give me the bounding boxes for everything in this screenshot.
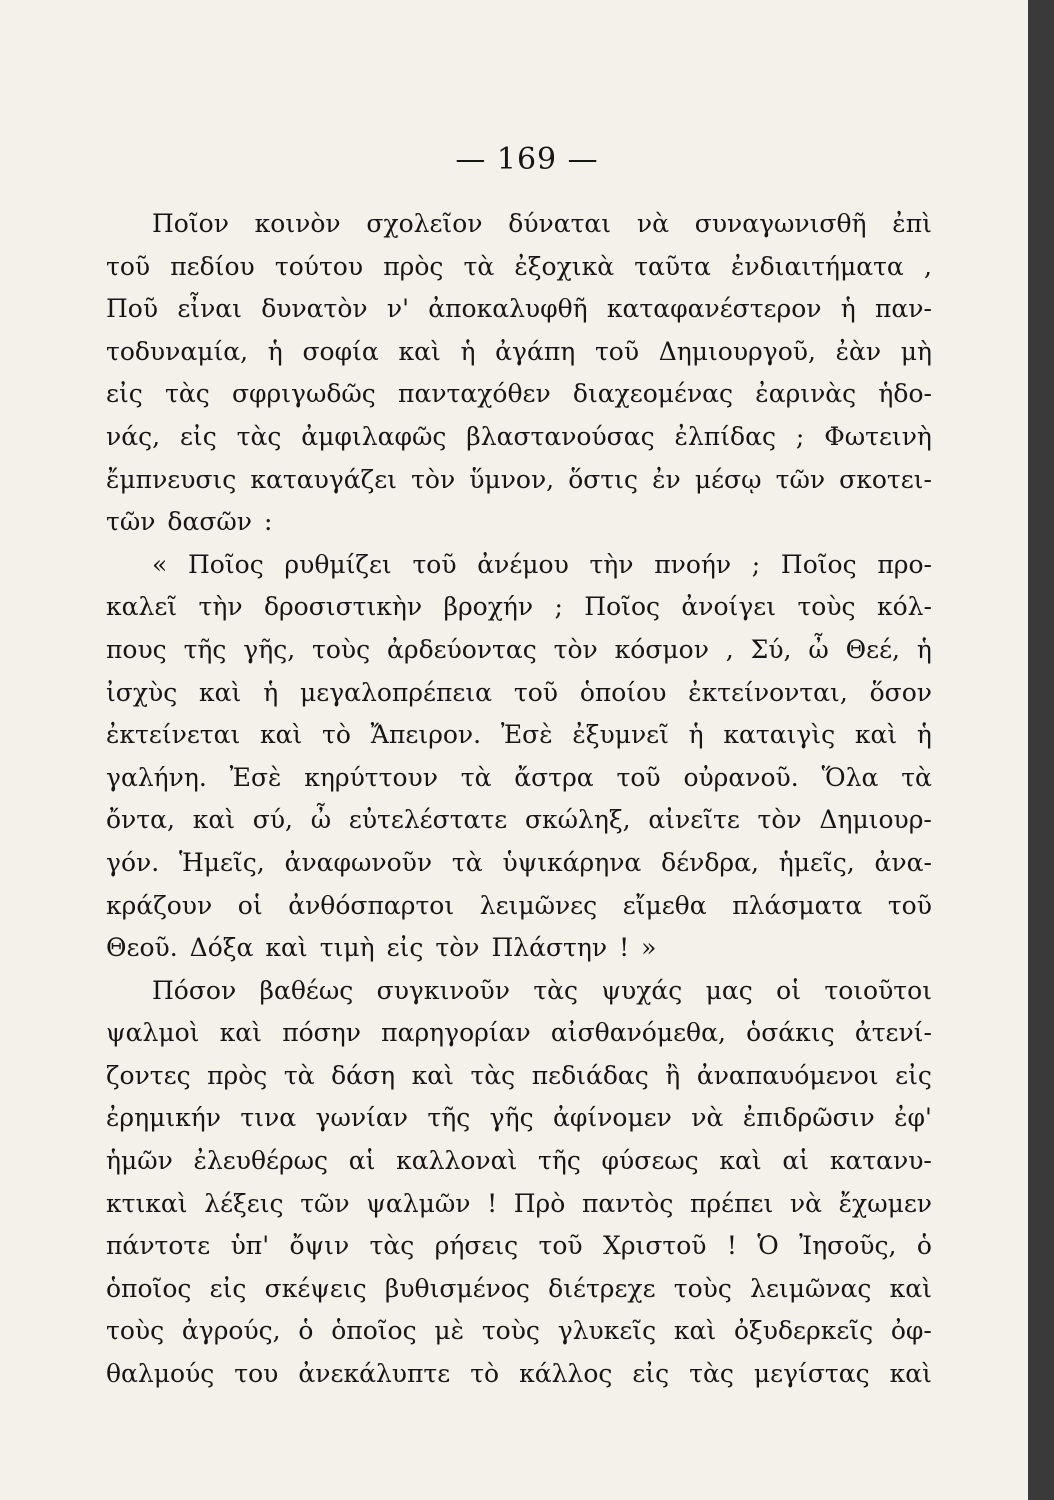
text-line: κτικαὶ λέξεις τῶν ψαλμῶν ! Πρὸ παντὸς πρέπει νὰ ἔχωμεν [106, 1188, 932, 1218]
text-line: ἐρημικήν τινα γωνίαν τῆς γῆς ἀφίνομεν νὰ ἐπιδρῶσιν ἐφ' [106, 1103, 932, 1133]
text-line: πους τῆς γῆς, τοὺς ἀρδεύοντας τὸν κόσμον , Σύ, ὦ Θεέ, ἡ [106, 634, 932, 664]
text-line: γόν. Ἡμεῖς, ἀναφωνοῦν τὰ ὑψικάρηνα δένδρα, ἡμεῖς, ἀνα- [106, 847, 932, 877]
text-line: ἰσχὺς καὶ ἡ μεγαλοπρέπεια τοῦ ὁποίου ἐκτείνονται, ὅσον [106, 677, 932, 707]
text-line: κράζουν οἱ ἀνθόσπαρτοι λειμῶνες εἴμεθα πλάσματα τοῦ [106, 890, 932, 920]
text-line: νάς, εἰς τὰς ἀμφιλαφῶς βλαστανούσας ἐλπίδας ; Φωτεινὴ [106, 421, 932, 451]
text-line: Ποῦ εἶναι δυνατὸν ν' ἀποκαλυφθῆ καταφανέστερον ἡ παν- [106, 294, 932, 324]
text-line: τοὺς ἀγρούς, ὁ ὁποῖος μὲ τοὺς γλυκεῖς καὶ ὀξυδερκεῖς ὀφ- [106, 1316, 932, 1346]
text-line: ζοντες πρὸς τὰ δάση καὶ τὰς πεδιάδας ἢ ἀναπαυόμενοι εἰς [106, 1060, 932, 1090]
body-text [106, 203, 932, 1396]
text-line: τῶν δασῶν : [106, 507, 273, 537]
text-line: τοδυναμία, ἡ σοφία καὶ ἡ ἀγάπη τοῦ Δημιουργοῦ, ἐὰν μὴ [106, 336, 932, 366]
text-line: ὁποῖος εἰς σκέψεις βυθισμένος διέτρεχε τοὺς λειμῶνας καὶ [106, 1273, 932, 1303]
text-line: τοῦ πεδίου τούτου πρὸς τὰ ἐξοχικὰ ταῦτα ἐνδιαιτήματα , [106, 251, 932, 281]
page-edge-shadow [1028, 0, 1054, 1500]
text-line: γαλήνη. Ἐσὲ κηρύττουν τὰ ἄστρα τοῦ οὐρανοῦ. Ὅλα τὰ [106, 762, 932, 792]
text-line: « Ποῖος ρυθμίζει τοῦ ἀνέμου τὴν πνοήν ; Ποῖος προ- [152, 549, 932, 579]
text-line: Θεοῦ. Δόξα καὶ τιμὴ εἰς τὸν Πλάστην ! » [106, 933, 657, 963]
text-line: ὄντα, καὶ σύ, ὦ εὐτελέστατε σκώληξ, αἰνεῖτε τὸν Δημιουρ- [106, 805, 932, 835]
text-line: ἔμπνευσις καταυγάζει τὸν ὕμνον, ὅστις ἐν μέσῳ τῶν σκοτει- [106, 464, 932, 494]
text-line: καλεῖ τὴν δροσιστικὴν βροχήν ; Ποῖος ἀνοίγει τοὺς κόλ- [106, 592, 932, 622]
text-line: θαλμούς του ἀνεκάλυπτε τὸ κάλλος εἰς τὰς μεγίστας καὶ [106, 1359, 932, 1389]
page-number: — 169 — [455, 142, 599, 177]
text-line: πάντοτε ὑπ' ὄψιν τὰς ρήσεις τοῦ Χριστοῦ ! Ὁ Ἰησοῦς, ὁ [106, 1231, 932, 1261]
text-line: ἡμῶν ἐλευθέρως αἱ καλλοναὶ τῆς φύσεως καὶ αἱ κατανυ- [106, 1146, 932, 1176]
text-line: ψαλμοὶ καὶ πόσην παρηγορίαν αἰσθανόμεθα, ὁσάκις ἀτενί- [106, 1018, 932, 1048]
text-line: εἰς τὰς σφριγωδῶς πανταχόθεν διαχεομένας ἐαρινὰς ἡδο- [106, 379, 932, 409]
text-line: ἐκτείνεται καὶ τὸ Ἄπειρον. Ἐσὲ ἐξυμνεῖ ἡ καταιγὶς καὶ ἡ [106, 720, 932, 750]
text-line: Πόσον βαθέως συγκινοῦν τὰς ψυχάς μας οἱ τοιοῦτοι [152, 975, 932, 1005]
text-line: Ποῖον κοινὸν σχολεῖον δύναται νὰ συναγωνισθῆ ἐπὶ [152, 209, 932, 238]
